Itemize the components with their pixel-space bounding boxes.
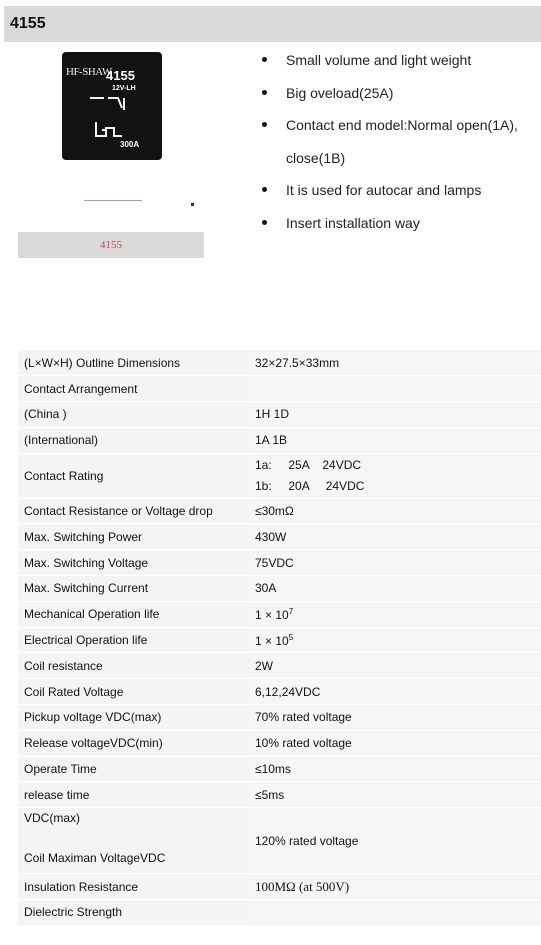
spec-label: Insulation Resistance (18, 874, 249, 900)
spec-label: Dielectric Strength (18, 900, 249, 926)
spec-value (249, 453, 541, 498)
spec-label: Coil resistance (18, 653, 249, 679)
feature-item: Contact end model:Normal open(1A), (258, 109, 541, 142)
spec-value: 30A (249, 576, 541, 602)
caption-text: 4155 (100, 239, 122, 251)
relay-current-marking: 300A (120, 140, 140, 149)
spec-label (18, 808, 249, 874)
spec-label: (L×W×H) Outline Dimensions (18, 350, 249, 376)
spec-row (18, 601, 541, 627)
spec-row (18, 679, 541, 705)
spec-value: 430W (249, 524, 541, 550)
spec-label: Max. Switching Power (18, 524, 249, 550)
spec-label: Max. Switching Current (18, 576, 249, 602)
divider (84, 200, 142, 201)
feature-item-continued: close(1B) (286, 149, 346, 166)
spec-value: 70% rated voltage (249, 705, 541, 731)
spec-row (18, 653, 541, 679)
spec-value: ≤10ms (249, 756, 541, 782)
spec-label: Release voltageVDC(min) (18, 730, 249, 756)
spec-row (18, 453, 541, 498)
spec-value (249, 900, 541, 926)
spec-label: release time (18, 782, 249, 808)
spec-label: Pickup voltage VDC(max) (18, 705, 249, 731)
spec-row (18, 550, 541, 576)
spec-label: Max. Switching Voltage (18, 550, 249, 576)
life-exponent: 5 (288, 632, 294, 642)
feature-item: Big oveload(25A) (258, 77, 541, 110)
spec-value: 1H 1D (249, 402, 541, 428)
life-base: 1 × 10 (255, 607, 289, 622)
spec-label: (China ) (18, 402, 249, 428)
spec-label: (International) (18, 427, 249, 453)
spec-label: Contact Arrangement (18, 376, 249, 402)
spec-label: Contact Rating (18, 453, 249, 498)
spec-label: Operate Time (18, 756, 249, 782)
page-title: 4155 (10, 15, 46, 32)
spec-value: 6,12,24VDC (249, 679, 541, 705)
spec-row (18, 756, 541, 782)
spec-row (18, 376, 541, 402)
product-image (62, 52, 162, 160)
spec-value: 10% rated voltage (249, 730, 541, 756)
thumbnail-dot (191, 203, 194, 206)
spec-value: ≤30mΩ (249, 498, 541, 524)
spec-label: Mechanical Operation life (18, 601, 249, 627)
life-exponent: 7 (288, 606, 294, 616)
life-base: 1 × 10 (255, 633, 289, 648)
relay-model: 4155 (106, 68, 135, 83)
spec-value (249, 601, 541, 627)
spec-value: ≤5ms (249, 782, 541, 808)
spec-value: 32×27.5×33mm (249, 350, 541, 376)
feature-item: It is used for autocar and lamps (258, 174, 541, 207)
relay-brand: HF-SHAW (66, 66, 112, 78)
feature-item: Small volume and light weight (258, 44, 541, 77)
spec-row (18, 808, 541, 874)
spec-row (18, 782, 541, 808)
spec-row (18, 498, 541, 524)
relay-voltage-marking: 12V-LH (112, 85, 136, 92)
spec-value: 1A 1B (249, 427, 541, 453)
rating-line-1a: 1a: 25A 24VDC (255, 457, 362, 472)
spec-value: 75VDC (249, 550, 541, 576)
page-header (4, 6, 541, 42)
spec-label-top: VDC(max) (24, 811, 80, 826)
spec-row (18, 730, 541, 756)
spec-row (18, 874, 541, 900)
spec-table (18, 350, 541, 926)
spec-label: Contact Resistance or Voltage drop (18, 498, 249, 524)
spec-row (18, 427, 541, 453)
spec-label-bottom: Coil Maximan VoltageVDC (24, 851, 166, 866)
spec-value (249, 627, 541, 653)
spec-value: 120% rated voltage (249, 808, 541, 874)
spec-row (18, 576, 541, 602)
spec-row (18, 705, 541, 731)
spec-value (249, 376, 541, 402)
spec-row (18, 402, 541, 428)
rating-line-1b: 1b: 20A 24VDC (255, 478, 365, 493)
spec-value: 2W (249, 653, 541, 679)
spec-row (18, 900, 541, 926)
feature-list (258, 44, 541, 239)
product-caption (18, 232, 204, 258)
spec-row (18, 524, 541, 550)
spec-row (18, 350, 541, 376)
spec-row (18, 627, 541, 653)
feature-item: Insert installation way (258, 207, 541, 240)
spec-label: Electrical Operation life (18, 627, 249, 653)
spec-label: Coil Rated Voltage (18, 679, 249, 705)
spec-value: 100MΩ (at 500V) (249, 874, 541, 900)
